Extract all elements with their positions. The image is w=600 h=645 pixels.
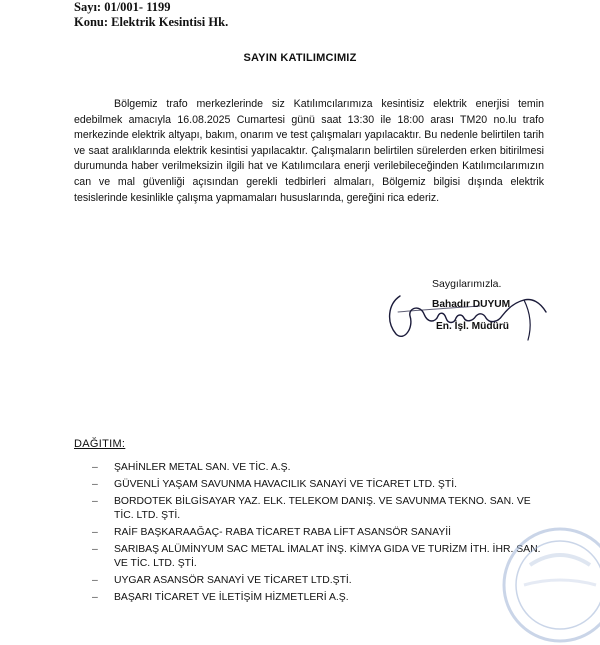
dash-icon: – <box>92 575 98 586</box>
recipient-name: RAİF BAŞKARAAĞAÇ- RABA TİCARET RABA LİFT ASANSÖR SANAYİİ <box>114 527 452 538</box>
list-item <box>92 461 552 475</box>
recipient-name: BAŞARI TİCARET VE İLETİŞİM HİZMETLERİ A.Ş. <box>114 592 349 603</box>
signer-name: Bahadır DUYUM <box>432 299 511 310</box>
list-item <box>92 478 552 492</box>
list-item <box>92 591 552 605</box>
body-paragraph <box>74 97 544 206</box>
distribution-title: DAĞITIM: <box>74 438 126 450</box>
dash-icon: – <box>92 462 98 473</box>
recipient-name: BORDOTEK BİLGİSAYAR YAZ. ELK. TELEKOM DANIŞ. VE SAVUNMA TEKNO. SAN. VE TİC. LTD. ŞTİ. <box>114 496 531 521</box>
distribution-list <box>92 461 552 608</box>
subject-line: Konu: Elektrik Kesintisi Hk. <box>74 15 229 29</box>
signer-title: En. İşl. Müdürü <box>436 321 510 332</box>
dash-icon: – <box>92 479 98 490</box>
list-item <box>92 526 552 540</box>
recipient-name: GÜVENLİ YAŞAM SAVUNMA HAVACILIK SANAYİ VE TİCARET LTD. ŞTİ. <box>114 479 457 490</box>
list-item <box>92 574 552 588</box>
recipient-name: UYGAR ASANSÖR SANAYİ VE TİCARET LTD.ŞTİ. <box>114 575 352 586</box>
dash-icon: – <box>92 496 98 507</box>
dash-icon: – <box>92 527 98 538</box>
body-text: Bölgemiz trafo merkezlerinde siz Katılımcılarımıza kesintisiz elektrik enerjisi temin edebilmek amacıyla 16.08.2025 Cumartesi günü saat 13:30 ile 18:00 arası TM20 no.lu trafo merkezinde elektrik altyapı, bakım, onarım ve test çalışmaları yapılacaktır. Bu nedenle belirtilen tarih ve saat aralıklarında elektrik kesintisi yapılacaktır. Çalışmaların belirtilen sürelerden erken bitirilmesi durumunda haber verilmeksizin ilgili hat ve Katılımcılara enerji verilebileceğinden Katılımcılarımızın can ve mal güvenliği açısından gerekli tedbirleri almaları, Bölgemiz bilgisi dışında elektrik tesislerinde kesinlikle çalışma yapmamaları hususlarında, gereğini rica ederiz. <box>74 98 544 204</box>
list-item <box>92 495 552 523</box>
recipient-name: SARIBAŞ ALÜMİNYUM SAC METAL İMALAT İNŞ. KİMYA GIDA VE TURİZM İTH. İHR. SAN. VE TİC. LTD. ŞTİ. <box>114 544 541 569</box>
signature-block <box>380 278 550 348</box>
dash-icon: – <box>92 544 98 555</box>
dash-icon: – <box>92 592 98 603</box>
reference-number: Sayı: 01/001- 1199 <box>74 0 171 14</box>
recipient-name: ŞAHİNLER METAL SAN. VE TİC. A.Ş. <box>114 462 291 473</box>
closing-text: Saygılarımızla. <box>432 278 502 290</box>
document-title: SAYIN KATILIMCIMIZ <box>243 52 357 64</box>
list-item <box>92 543 552 571</box>
handwritten-signature-icon <box>380 282 550 344</box>
